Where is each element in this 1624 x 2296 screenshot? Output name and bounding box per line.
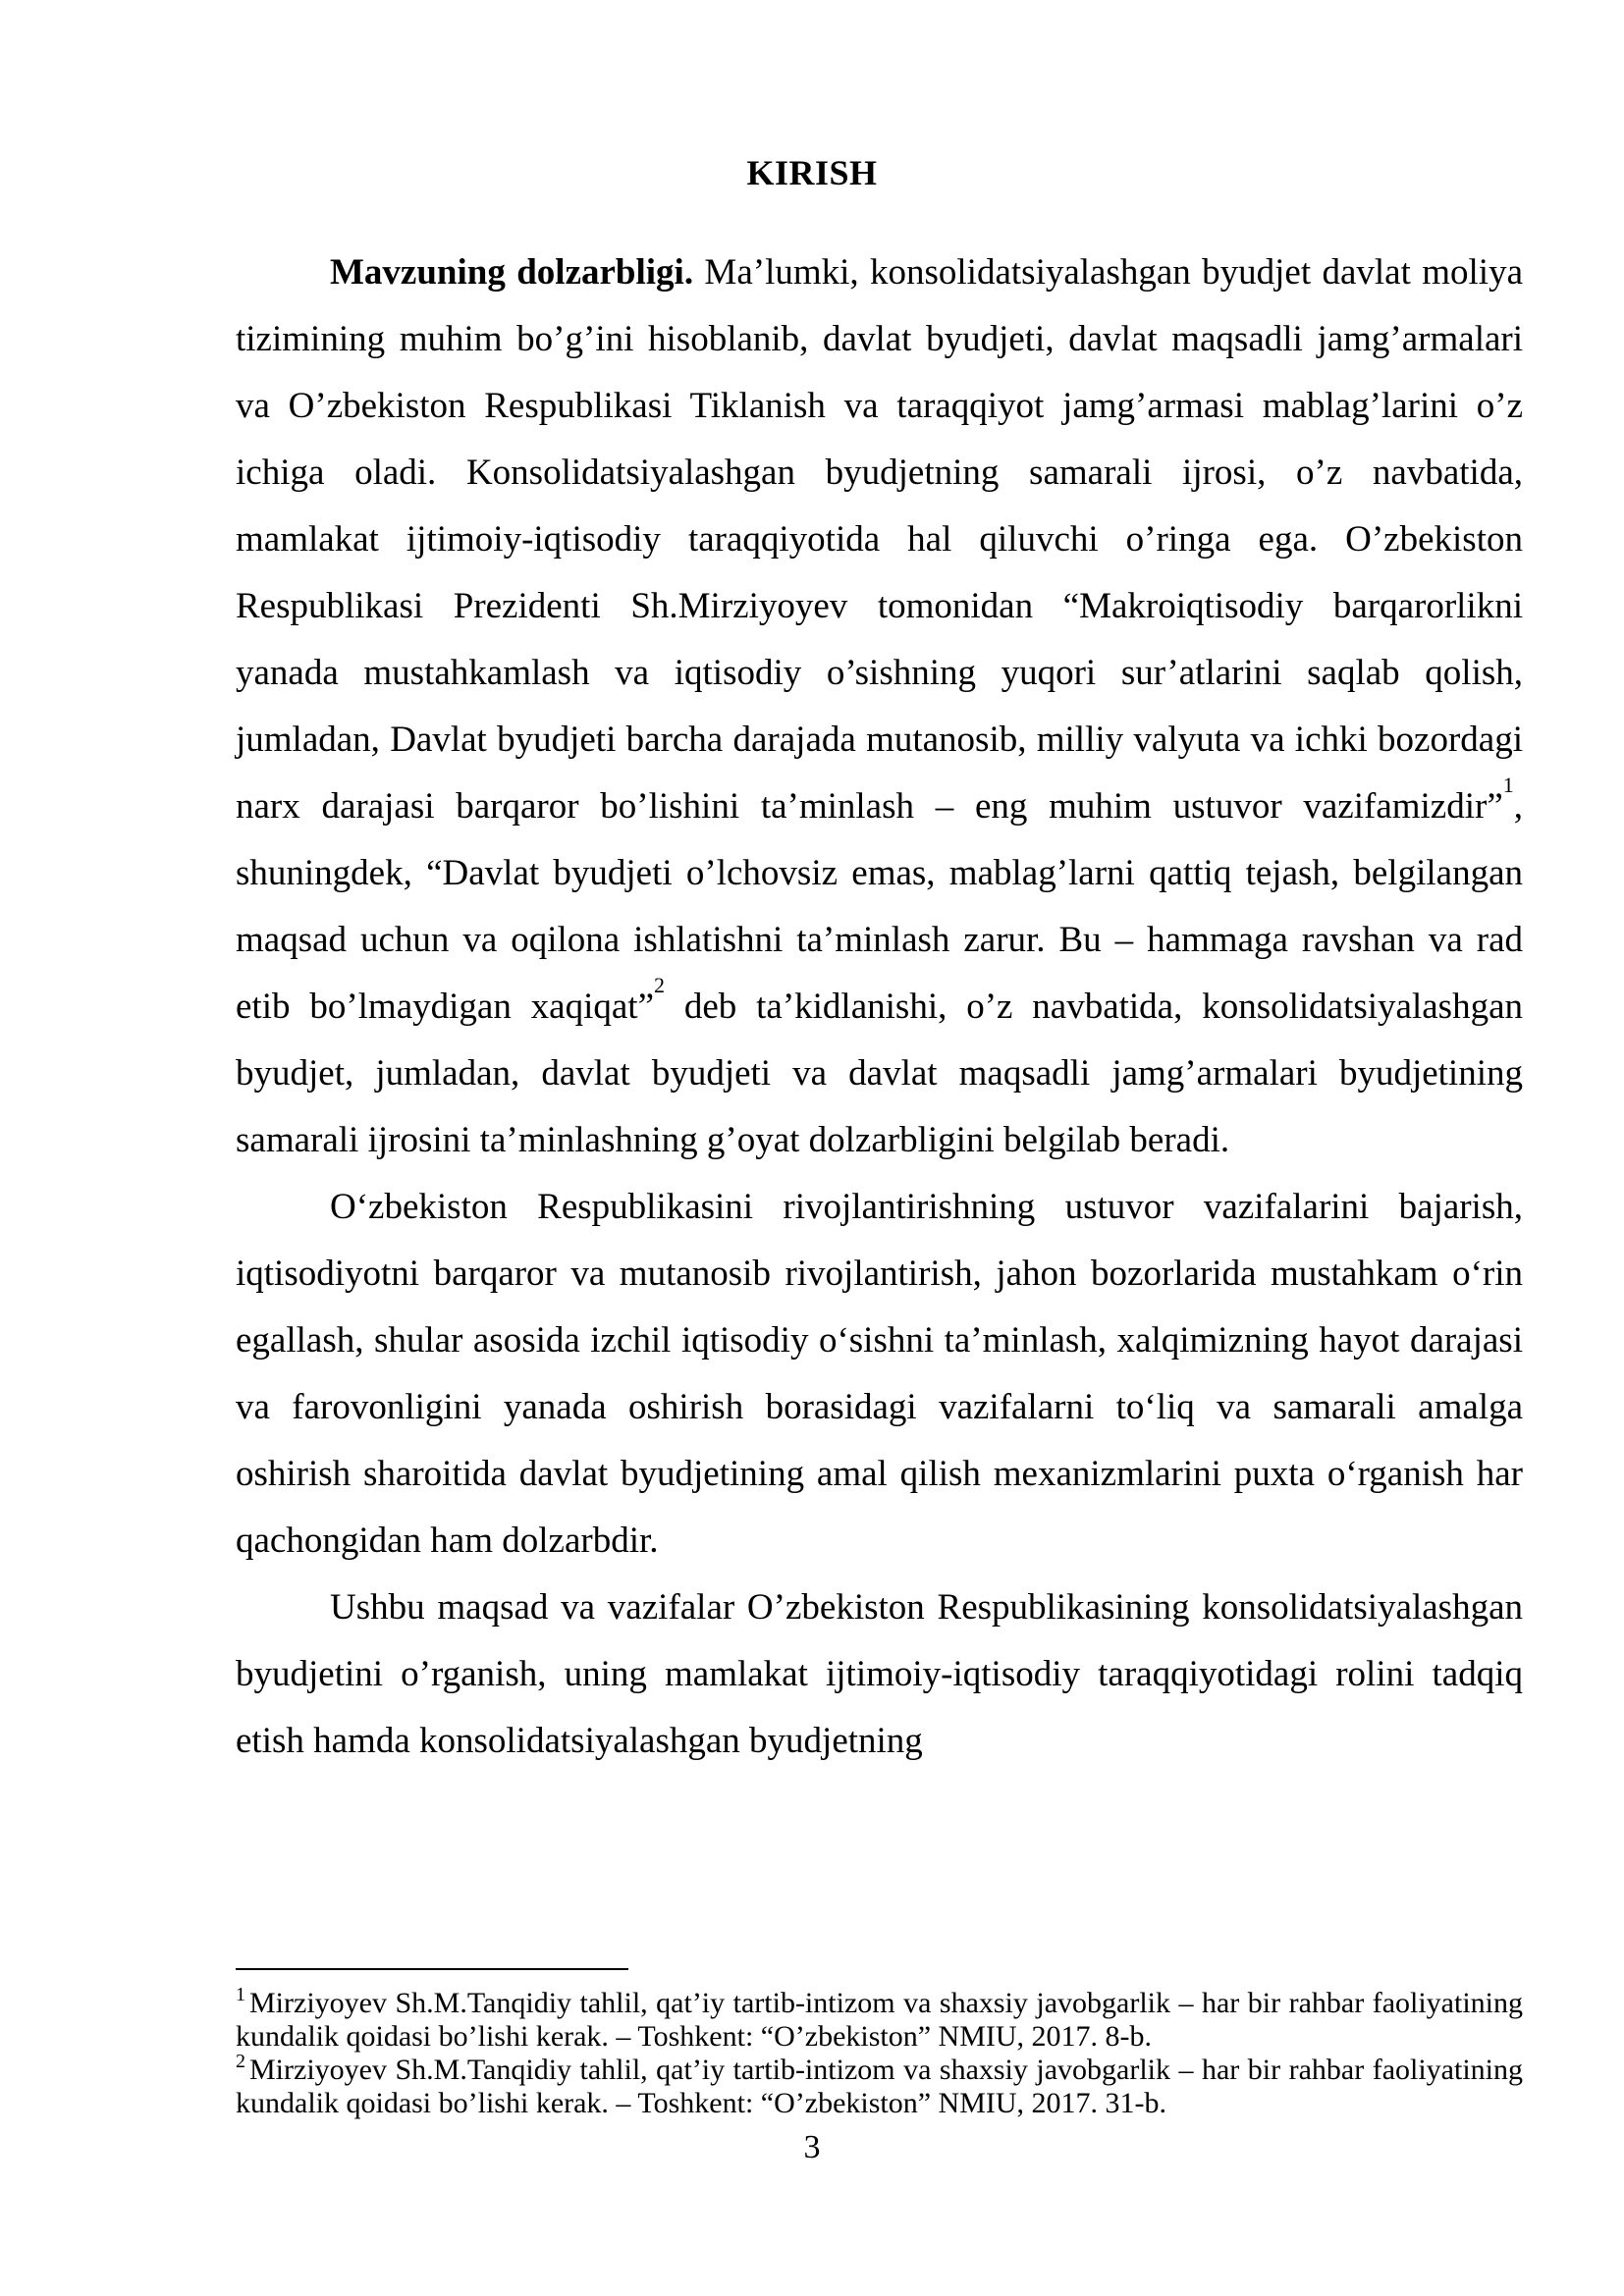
footnote-separator xyxy=(236,1968,628,1970)
footnote-number: 2 xyxy=(236,2051,245,2072)
page-number: 3 xyxy=(803,2129,821,2165)
paragraph-relevance xyxy=(236,240,1523,1174)
paragraph-text: , shuningdek, “Davlat byudjeti o’lchovsiz emas, mablag’larni qattiq tejash, belgilangan maqsad uchun va oqilona ishlatishni ta’minlash zarur. Bu – hammaga ravshan va rad etib bo’lmaydigan xaqiqat” xyxy=(236,786,1523,1027)
paragraph-lead: Mavzuning dolzarbligi. xyxy=(330,252,694,293)
paragraph-goals: Ushbu maqsad va vazifalar O’zbekiston Respublikasining konsolidatsiyalashgan byudjetini o’rganish, uning mamlakat ijtimoiy-iqtisodiy taraqqiyotidagi rolini tadqiq etish hamda konsolidatsiyalashgan byudjetning xyxy=(236,1587,1523,1761)
paragraph-text: deb ta’kidlanishi, o’z navbatida, konsolidatsiyalashgan byudjet, jumladan, davlat byudjeti va davlat maqsadli jamg’armalari byudjetining samarali ijrosini ta’minlashning g’oyat dolzarbligini belgilab beradi. xyxy=(236,987,1523,1160)
paragraph-text: Ma’lumki, konsolidatsiyalashgan byudjet davlat moliya tizimining muhim bo’g’ini hisoblanib, davlat byudjeti, davlat maqsadli jamg’armalari va O’zbekiston Respublikasi Tiklanish va taraqqiyot jamg’armasi mablag’larini o’z ichiga oladi. Konsolidatsiyalashgan byudjetning samarali ijrosi, o’z navbatida, mamlakat ijtimoiy-iqtisodiy taraqqiyotida hal qiluvchi o’ringa ega. O’zbekiston Respublikasi Prezidenti Sh.Mirziyoyev tomonidan “Makroiqtisodiy barqarorlikni yanada mustahkamlash va iqtisodiy o’sishning yuqori sur’atlarini saqlab qolish, jumladan, Davlat byudjeti barcha darajada mutanosib, milliy valyuta va ichki bozordagi narx darajasi barqaror bo’lishini ta’minlash – eng muhim ustuvor vazifamizdir” xyxy=(236,252,1523,827)
footnotes xyxy=(236,1984,1523,2120)
footnote-reference-2[interactable]: 2 xyxy=(654,973,666,997)
footnote-text: Mirziyoyev Sh.M.Tanqidiy tahlil, qat’iy tartib-intizom va shaxsiy javobgarlik – har bir rahbar faoliyatining kundalik qoidasi bo’lishi kerak. – Toshkent: “O’zbekiston” NMIU, 2017. 31-b. xyxy=(236,2054,1523,2119)
footnote-text: Mirziyoyev Sh.M.Tanqidiy tahlil, qat’iy tartib-intizom va shaxsiy javobgarlik – har bir rahbar faoliyatining kundalik qoidasi bo’lishi kerak. – Toshkent: “O’zbekiston” NMIU, 2017. 8-b. xyxy=(236,1987,1523,2053)
footnote-number: 1 xyxy=(236,1984,245,2005)
footnote-1 xyxy=(236,1984,1523,2054)
body-text xyxy=(236,240,1523,1775)
section-heading: KIRISH xyxy=(746,153,878,192)
paragraph-priorities: O‘zbekiston Respublikasini rivojlantirishning ustuvor vazifalarini bajarish, iqtisodiyotni barqaror va mutanosib rivojlantirish, jahon bozorlarida mustahkam o‘rin egallash, shular asosida izchil iqtisodiy o‘sishni ta’minlash, xalqimizning hayot darajasi va farovonligini yanada oshirish borasidagi vazifalarni to‘liq va samarali amalga oshirish sharoitida davlat byudjetining amal qilish mexanizmlarini puxta o‘rganish har qachongidan ham dolzarbdir. xyxy=(236,1187,1523,1561)
footnote-reference-1[interactable]: 1 xyxy=(1502,773,1514,797)
footnote-2 xyxy=(236,2051,1523,2120)
